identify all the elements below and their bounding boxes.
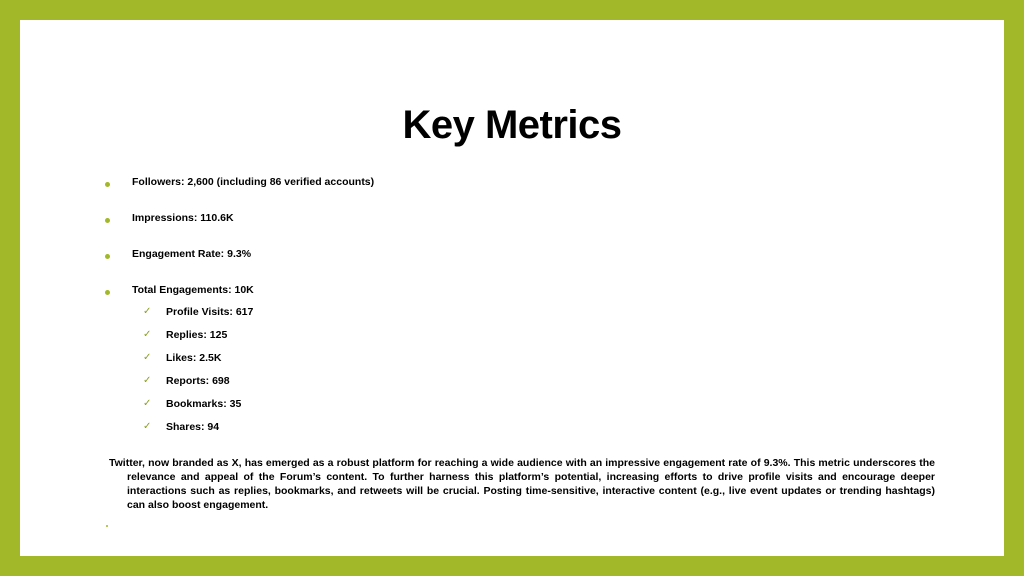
sub-bullet-bookmarks: Bookmarks: 35 [166,398,242,410]
sub-bullet-shares: Shares: 94 [166,421,220,433]
check-mark-icon: ✓ [143,352,152,363]
bullet-dot-icon [105,254,110,259]
check-mark-icon: ✓ [143,329,152,340]
bullet-item-engagement-rate: Engagement Rate: 9.3% [132,248,252,260]
slide-title: Key Metrics [402,103,622,147]
bullet-item-followers: Followers: 2,600 (including 86 verified accounts) [132,176,375,188]
summary-paragraph: Twitter, now branded as X, has emerged as a robust platform for reaching a wide audience with an impressive engagement rate of 9.3%. This metric underscores the relevance and appeal of the Forum’s content. To further harness this platform’s potential, increasing efforts to drive profile visits and encourage deeper interactions such as replies, bookmarks, and retweets will be crucial. Posting time-sensitive, interactive content (e.g., live event updates or trending hashtags) can also boost engagement. [109,457,935,511]
bullet-item-impressions: Impressions: 110.6K [132,212,234,224]
bullet-item-total-engagements: Total Engagements: 10K [132,284,254,296]
check-mark-icon: ✓ [143,306,152,317]
check-mark-icon: ✓ [143,421,152,432]
trailing-dot-icon [106,525,108,527]
bullet-dot-icon [105,182,110,187]
sub-bullet-replies: Replies: 125 [166,329,228,341]
sub-bullet-likes: Likes: 2.5K [166,352,222,364]
sub-bullet-profile-visits: Profile Visits: 617 [166,306,254,318]
bullet-dot-icon [105,218,110,223]
check-mark-icon: ✓ [143,375,152,386]
sub-bullet-reports: Reports: 698 [166,375,230,387]
slide-canvas [20,20,1004,556]
check-mark-icon: ✓ [143,398,152,409]
bullet-dot-icon [105,290,110,295]
